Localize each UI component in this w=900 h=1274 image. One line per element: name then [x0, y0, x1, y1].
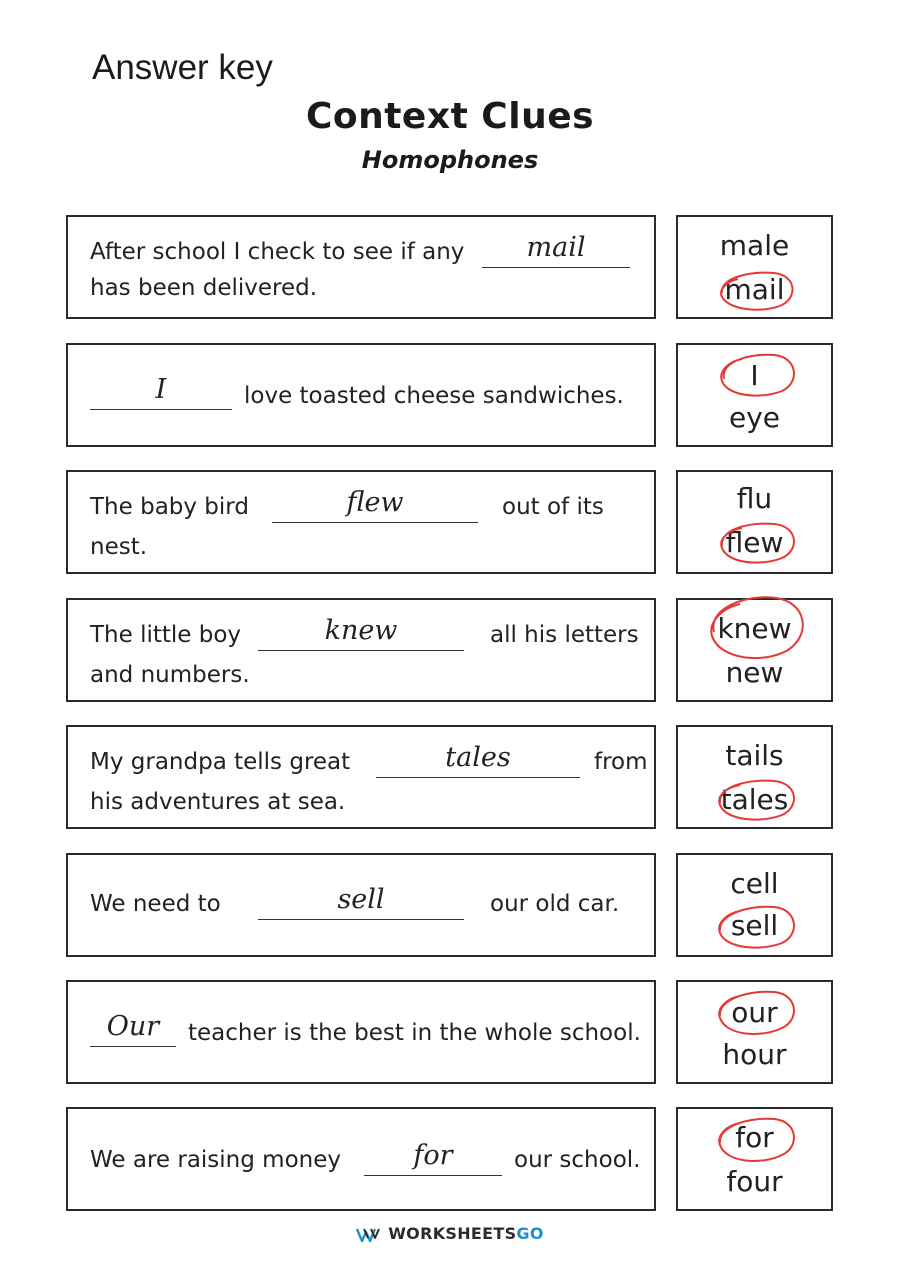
worksheetsgo-logo-icon — [356, 1227, 382, 1243]
answer-blank — [258, 884, 464, 920]
correct-answer-circle — [712, 518, 800, 568]
choice-option-2: flew — [725, 526, 784, 559]
choice-option-2: new — [725, 656, 784, 689]
question-text-after: from — [594, 749, 648, 775]
choice-box-6 — [676, 853, 833, 957]
question-text-before: The little boy — [90, 622, 242, 648]
question-text-before: After school I check to see if any — [90, 239, 465, 265]
choice-option-2: four — [726, 1165, 783, 1198]
question-text-after: out of its — [502, 494, 604, 520]
choice-option-1: tails — [725, 739, 784, 772]
question-text-before: My grandpa tells great — [90, 749, 351, 775]
question-text-before: The baby bird — [90, 494, 249, 520]
choice-box-2 — [676, 343, 833, 447]
answer-blank — [258, 615, 464, 651]
choice-option-2: tales — [720, 783, 789, 816]
written-answer: knew — [324, 615, 398, 646]
answer-blank — [90, 374, 232, 410]
choice-option-1: I — [750, 359, 759, 392]
choice-box-4 — [676, 598, 833, 702]
question-box-8 — [66, 1107, 656, 1211]
choice-box-3 — [676, 470, 833, 574]
correct-answer-circle — [700, 590, 812, 666]
brand-footer — [0, 1224, 900, 1243]
correct-answer-circle — [710, 901, 802, 953]
choice-option-2: mail — [724, 273, 785, 306]
written-answer: flew — [346, 487, 404, 518]
question-box-6 — [66, 853, 656, 957]
choice-option-1: knew — [717, 612, 792, 645]
choice-box-7 — [676, 980, 833, 1084]
question-text-after: our old car. — [490, 891, 620, 917]
choice-option-2: sell — [730, 909, 779, 942]
choice-option-1: our — [731, 996, 778, 1029]
correct-answer-circle — [712, 267, 800, 313]
worksheet-subtitle: Homophones — [361, 146, 539, 174]
answer-blank — [376, 742, 580, 778]
written-answer: sell — [337, 884, 385, 915]
question-box-1 — [66, 215, 656, 319]
answer-blank — [90, 1011, 176, 1047]
correct-answer-circle — [710, 986, 802, 1040]
answer-key-label: Answer key — [92, 48, 273, 87]
question-box-2 — [66, 343, 656, 447]
answer-blank — [272, 487, 478, 523]
choice-option-1: male — [719, 229, 790, 262]
written-answer: I — [155, 374, 167, 405]
question-text-line2: nest. — [90, 534, 148, 560]
question-box-4 — [66, 598, 656, 702]
question-text-line2: has been delivered. — [90, 275, 318, 301]
choice-box-1 — [676, 215, 833, 319]
question-box-5 — [66, 725, 656, 829]
written-answer: tales — [445, 742, 511, 773]
brand-name-part2: GO — [516, 1224, 544, 1243]
question-box-3 — [66, 470, 656, 574]
answer-blank — [364, 1140, 502, 1176]
correct-answer-circle — [710, 775, 802, 825]
written-answer: Our — [106, 1011, 160, 1042]
question-text-after: love toasted cheese sandwiches. — [244, 383, 624, 409]
question-text-line2: his adventures at sea. — [90, 789, 346, 815]
question-text-after: teacher is the best in the whole school. — [188, 1020, 641, 1046]
question-text-line2: and numbers. — [90, 662, 250, 688]
choice-box-8 — [676, 1107, 833, 1211]
choice-option-1: flu — [736, 482, 773, 515]
written-answer: for — [413, 1140, 453, 1171]
question-text-after: our school. — [514, 1147, 641, 1173]
answer-blank — [482, 232, 630, 268]
choice-option-2: hour — [722, 1038, 787, 1071]
brand-name-part1: WORKSHEETS — [388, 1224, 517, 1243]
question-box-7 — [66, 980, 656, 1084]
choice-option-1: cell — [730, 867, 779, 900]
written-answer: mail — [526, 232, 586, 263]
worksheet-title: Context Clues — [305, 96, 595, 137]
correct-answer-circle — [712, 349, 800, 401]
question-text-before: We need to — [90, 891, 221, 917]
choice-option-2: eye — [728, 401, 781, 434]
choice-option-1: for — [735, 1121, 774, 1154]
question-text-before: We are raising money — [90, 1147, 341, 1173]
correct-answer-circle — [710, 1113, 802, 1167]
question-text-after: all his letters — [490, 622, 639, 648]
choice-box-5 — [676, 725, 833, 829]
